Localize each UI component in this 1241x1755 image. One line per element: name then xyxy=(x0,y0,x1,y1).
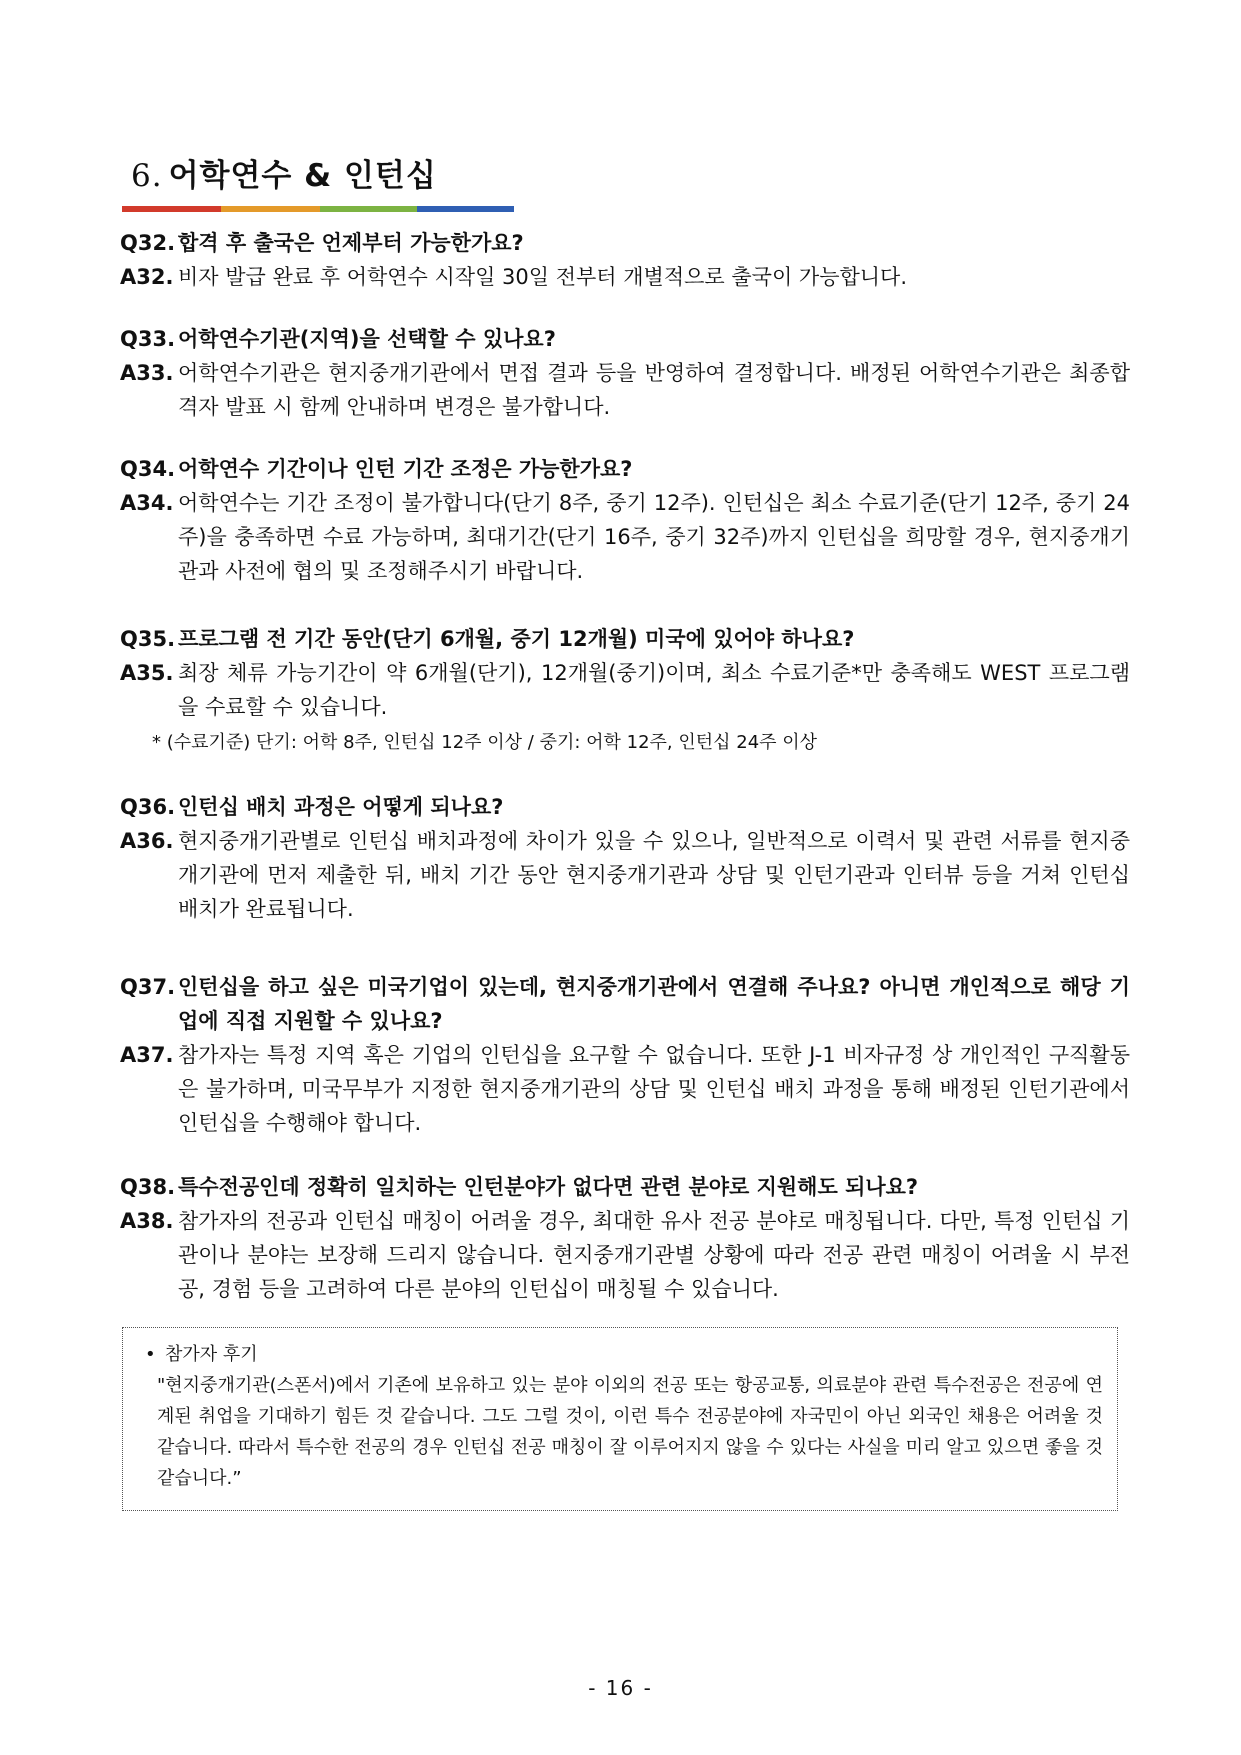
answer-text: 최장 체류 가능기간이 약 6개월(단기), 12개월(중기)이며, 최소 수료기준*만 충족해도 WEST 프로그램을 수료할 수 있습니다. xyxy=(178,661,1130,719)
underline-segment-blue xyxy=(417,206,514,212)
question-label: Q33. xyxy=(120,327,176,351)
qa-item-37 xyxy=(120,970,1130,1140)
section-title xyxy=(131,150,437,195)
qa-item-32 xyxy=(120,226,1130,294)
question xyxy=(120,226,1130,260)
answer xyxy=(120,656,1130,724)
review-bullet: • xyxy=(145,1344,156,1365)
review-heading xyxy=(145,1340,1103,1370)
completion-criteria-note: * (수료기준) 단기: 어학 8주, 인턴십 12주 이상 / 중기: 어학 12주, 인턴십 24주 이상 xyxy=(152,732,818,753)
review-heading-text: 참가자 후기 xyxy=(165,1344,258,1365)
participant-review-box xyxy=(122,1327,1118,1511)
answer-text: 참가자는 특정 지역 혹은 기업의 인턴십을 요구할 수 없습니다. 또한 J-1 비자규정 상 개인적인 구직활동은 불가하며, 미국무부가 지정한 현지중개기관의 상담 및 인턴십 배치 과정을 통해 배정된 인턴기관에서 인턴십을 수행해야 합니다. xyxy=(178,1043,1130,1135)
question xyxy=(120,452,1130,486)
page-number: - 16 - xyxy=(588,1676,653,1700)
underline-segment-red xyxy=(122,206,221,212)
answer-label: A34. xyxy=(120,491,174,515)
qa-item-36 xyxy=(120,790,1130,926)
question-label: Q34. xyxy=(120,457,176,481)
question-label: Q32. xyxy=(120,231,176,255)
answer xyxy=(120,1038,1130,1140)
answer xyxy=(120,1204,1130,1306)
question-text: 프로그램 전 기간 동안(단기 6개월, 중기 12개월) 미국에 있어야 하나요? xyxy=(178,627,855,651)
answer xyxy=(120,824,1130,926)
question-text: 특수전공인데 정확히 일치하는 인턴분야가 없다면 관련 분야로 지원해도 되나요? xyxy=(178,1175,919,1199)
question-label: Q38. xyxy=(120,1175,176,1199)
answer-text: 어학연수는 기간 조정이 불가합니다(단기 8주, 중기 12주). 인턴십은 최소 수료기준(단기 12주, 중기 24주)을 충족하면 수료 가능하며, 최대기간(단기 16주, 중기 32주)까지 인턴십을 희망할 경우, 현지중개기관과 사전에 협의 및 조정해주시기 바랍니다. xyxy=(178,491,1130,583)
answer-label: A37. xyxy=(120,1043,174,1067)
question-text: 인턴십 배치 과정은 어떻게 되나요? xyxy=(178,795,504,819)
question xyxy=(120,790,1130,824)
question xyxy=(120,1170,1130,1204)
question-label: Q35. xyxy=(120,627,176,651)
question-label: Q36. xyxy=(120,795,176,819)
section-title-text: 어학연수 & 인턴십 xyxy=(168,158,437,194)
underline-segment-green xyxy=(320,206,417,212)
question-text: 어학연수 기간이나 인턴 기간 조정은 가능한가요? xyxy=(178,457,633,481)
answer-label: A33. xyxy=(120,361,174,385)
answer-text: 어학연수기관은 현지중개기관에서 면접 결과 등을 반영하여 결정합니다. 배정된 어학연수기관은 최종합격자 발표 시 함께 안내하며 변경은 불가합니다. xyxy=(178,361,1130,419)
review-body: "현지중개기관(스폰서)에서 기존에 보유하고 있는 분야 이외의 전공 또는 항공교통, 의료분야 관련 특수전공은 전공에 연계된 취업을 기대하기 힘든 것 같습니다. 그도 그럴 것이, 이런 특수 전공분야에 자국민이 아닌 외국인 채용은 어려울 것 같습니다. 따라서 특수한 전공의 경우 인턴십 전공 매칭이 잘 이루어지지 않을 수 있다는 사실을 미리 알고 있으면 좋을 것 같습니다.” xyxy=(157,1375,1103,1489)
answer xyxy=(120,356,1130,424)
qa-item-35 xyxy=(120,622,1130,758)
answer-text: 참가자의 전공과 인턴십 매칭이 어려울 경우, 최대한 유사 전공 분야로 매칭됩니다. 다만, 특정 인턴십 기관이나 분야는 보장해 드리지 않습니다. 현지중개기관별 상황에 따라 전공 관련 매칭이 어려울 시 부전공, 경험 등을 고려하여 다른 분야의 인턴십이 매칭될 수 있습니다. xyxy=(178,1209,1130,1301)
answer xyxy=(120,260,1130,294)
answer-text: 비자 발급 완료 후 어학연수 시작일 30일 전부터 개별적으로 출국이 가능합니다. xyxy=(178,265,908,289)
question-text: 인턴십을 하고 싶은 미국기업이 있는데, 현지중개기관에서 연결해 주나요? 아니면 개인적으로 해당 기업에 직접 지원할 수 있나요? xyxy=(178,975,1130,1033)
question-text: 합격 후 출국은 언제부터 가능한가요? xyxy=(178,231,524,255)
section-number: 6. xyxy=(131,158,163,194)
answer-text: 현지중개기관별로 인턴십 배치과정에 차이가 있을 수 있으나, 일반적으로 이력서 및 관련 서류를 현지중개기관에 먼저 제출한 뒤, 배치 기간 동안 현지중개기관과 상담 및 인턴기관과 인터뷰 등을 거쳐 인턴십 배치가 완료됩니다. xyxy=(178,829,1130,921)
question-text: 어학연수기관(지역)을 선택할 수 있나요? xyxy=(178,327,556,351)
qa-item-38 xyxy=(120,1170,1130,1306)
qa-item-34 xyxy=(120,452,1130,588)
qa-item-33 xyxy=(120,322,1130,424)
answer-label: A32. xyxy=(120,265,174,289)
question xyxy=(120,970,1130,1038)
question-label: Q37. xyxy=(120,975,176,999)
question xyxy=(120,622,1130,656)
question xyxy=(120,322,1130,356)
answer xyxy=(120,486,1130,588)
answer-label: A36. xyxy=(120,829,174,853)
underline-segment-orange xyxy=(221,206,320,212)
answer-label: A38. xyxy=(120,1209,174,1233)
title-underline-bar xyxy=(122,206,514,212)
answer-label: A35. xyxy=(120,661,174,685)
